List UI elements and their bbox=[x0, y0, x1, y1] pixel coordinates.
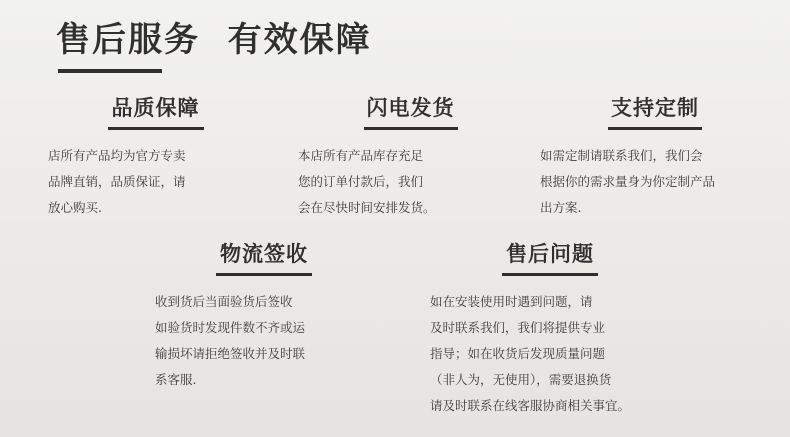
section-logistics-line: 输损坏请拒绝签收并及时联 bbox=[155, 346, 306, 361]
section-customization-line: 如需定制请联系我们，我们会 bbox=[540, 148, 703, 163]
section-quality bbox=[48, 92, 263, 221]
section-shipping-body bbox=[298, 143, 523, 221]
section-after-sale-issues-heading: 售后问题 bbox=[506, 242, 594, 266]
section-after-sale-issues-underline bbox=[502, 273, 598, 276]
page-title: 售后服务 有效保障 bbox=[56, 20, 372, 60]
section-quality-line: 放心购买. bbox=[48, 200, 102, 215]
section-logistics-heading: 物流签收 bbox=[220, 242, 308, 266]
section-quality-heading: 品质保障 bbox=[111, 96, 200, 120]
section-logistics-line: 如验货时发现件数不齐或运 bbox=[155, 320, 306, 335]
section-shipping bbox=[298, 92, 523, 221]
section-customization-heading: 支持定制 bbox=[611, 96, 699, 120]
section-logistics-line: 系客服. bbox=[155, 372, 197, 387]
section-logistics-body bbox=[155, 289, 373, 393]
section-after-sale-issues-line: （非人为，无使用），需要退换货 bbox=[430, 372, 612, 387]
section-shipping-line: 本店所有产品库存充足 bbox=[298, 148, 424, 163]
section-quality-line: 店所有产品均为官方专卖 bbox=[48, 148, 186, 163]
section-logistics-line: 收到货后当面验货后签收 bbox=[155, 294, 293, 309]
section-customization-line: 根据你的需求量身为你定制产品 bbox=[540, 174, 716, 189]
section-customization bbox=[540, 92, 770, 221]
section-shipping-heading: 闪电发货 bbox=[366, 96, 455, 120]
section-after-sale-issues-line: 指导；如在收货后发现质量问题 bbox=[430, 346, 606, 361]
section-customization-underline bbox=[608, 127, 702, 130]
section-after-sale-issues-body bbox=[430, 289, 670, 419]
title-underline bbox=[58, 69, 162, 73]
section-after-sale-issues-line: 及时联系我们，我们将提供专业 bbox=[430, 320, 606, 335]
section-customization-line: 出方案. bbox=[540, 200, 582, 215]
section-after-sale-issues-line: 如在安装使用时遇到问题，请 bbox=[430, 294, 593, 309]
section-logistics-underline bbox=[216, 273, 312, 276]
section-quality-underline bbox=[108, 127, 204, 130]
section-logistics bbox=[155, 238, 373, 393]
section-after-sale-issues-line: 请及时联系在线客服协商相关事宜。 bbox=[430, 398, 631, 413]
section-shipping-line: 会在尽快时间安排发货。 bbox=[298, 200, 436, 215]
section-quality-body bbox=[48, 143, 263, 221]
section-after-sale-issues bbox=[430, 238, 670, 419]
section-quality-line: 品牌直销，品质保证，请 bbox=[48, 174, 186, 189]
section-shipping-line: 您的订单付款后，我们 bbox=[298, 174, 424, 189]
section-shipping-underline bbox=[364, 127, 458, 130]
banner-title-block bbox=[56, 18, 372, 73]
section-customization-body bbox=[540, 143, 770, 221]
